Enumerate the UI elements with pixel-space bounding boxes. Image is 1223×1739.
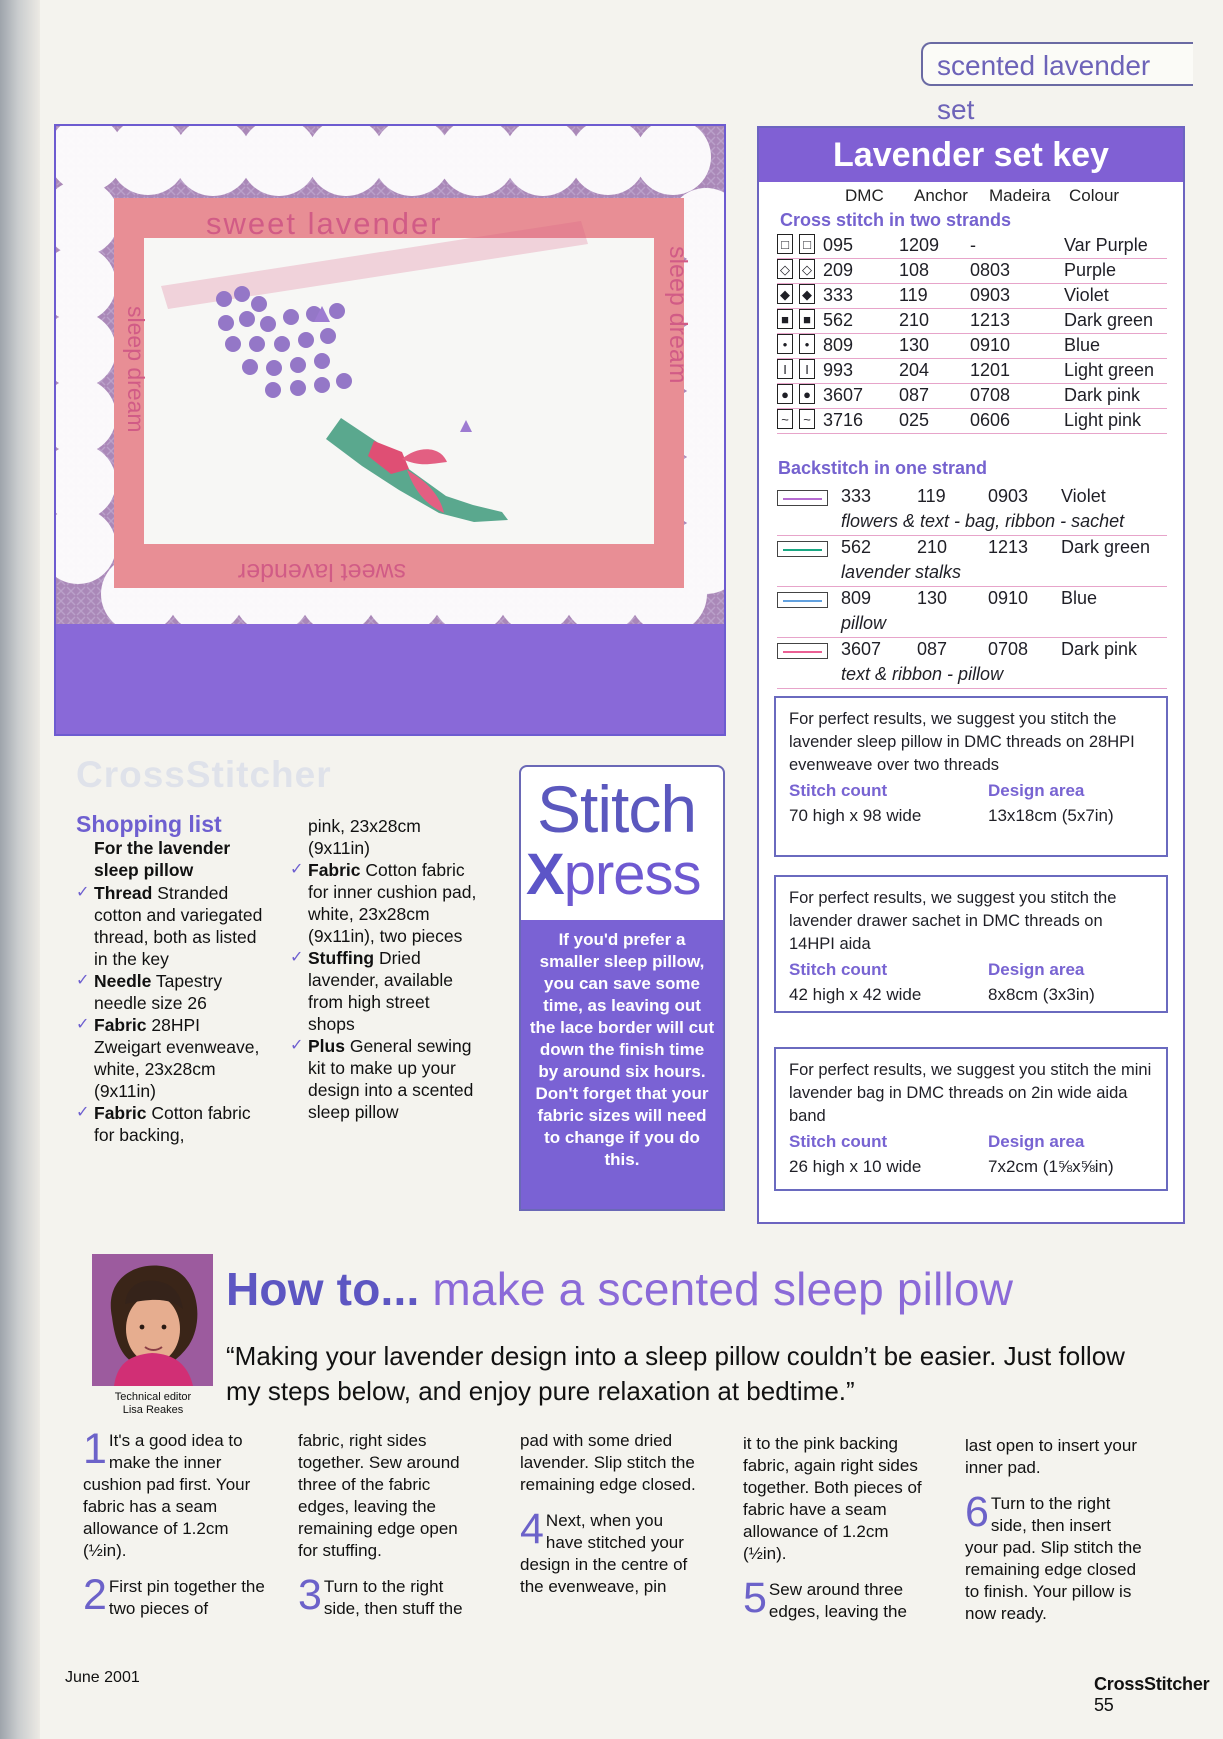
technical-editor-photo xyxy=(92,1254,213,1386)
dmc-code: 562 xyxy=(841,537,872,557)
colour-name: Violet xyxy=(1061,486,1106,506)
symbol-icon: ◇ xyxy=(777,259,793,279)
madeira-code: 0708 xyxy=(988,639,1029,659)
bag-tips-box xyxy=(774,1047,1168,1191)
backstitch-heading: Backstitch in one strand xyxy=(778,458,988,478)
pillow-tips-box xyxy=(774,696,1168,857)
step-text: fabric, right sides together. Sew around three of the fabric edges, leaving the remaining edge open for stuffing. xyxy=(298,1431,460,1560)
key-column-anchor: Anchor xyxy=(914,186,968,205)
cross-stitch-row xyxy=(777,383,1167,409)
sachet-tips-box xyxy=(774,875,1168,1013)
shopping-item-text: Tapestry needle size 26 xyxy=(94,971,223,1013)
howto-title-bold: How to... xyxy=(226,1263,420,1315)
steps-column-3 xyxy=(520,1430,703,1598)
anchor-code: 210 xyxy=(917,537,948,557)
backstitch-line-swatch xyxy=(777,541,828,557)
colour-name: Dark green xyxy=(1061,537,1151,557)
shopping-item xyxy=(76,882,264,970)
steps-column-4 xyxy=(743,1433,926,1623)
check-icon: ✓ xyxy=(290,1037,304,1054)
magazine-watermark: CrossStitcher xyxy=(76,754,332,795)
key-column-colour: Colour xyxy=(1069,186,1120,205)
instruction-step xyxy=(743,1574,926,1623)
dmc-code: 333 xyxy=(841,486,872,506)
shopping-item-bold: Stuffing xyxy=(308,948,375,968)
stitch-count-value: 42 high x 42 wide xyxy=(789,985,922,1004)
anchor-code: 119 xyxy=(899,285,928,305)
steps-column-1 xyxy=(83,1425,266,1620)
instruction-step xyxy=(83,1425,266,1562)
symbol-icon: ■ xyxy=(799,309,815,329)
stitch-xpress-title-line2 xyxy=(526,840,701,910)
instruction-step xyxy=(965,1435,1148,1479)
anchor-code: 1209 xyxy=(899,235,940,255)
dmc-code: 3716 xyxy=(823,410,864,430)
magazine-brand: CrossStitcher xyxy=(1094,1674,1210,1694)
editor-role: Technical editor xyxy=(114,1391,192,1403)
shopping-item xyxy=(76,970,264,1014)
svg-text:sleep dream: sleep dream xyxy=(123,306,149,433)
instruction-step xyxy=(743,1433,926,1565)
step-text: last open to insert your inner pad. xyxy=(965,1436,1137,1477)
dmc-code: 562 xyxy=(823,310,854,330)
madeira-code: 1201 xyxy=(970,360,1011,380)
stitch-count-value: 26 high x 10 wide xyxy=(789,1157,922,1176)
instruction-step xyxy=(520,1430,703,1496)
stitch-count-label: Stitch count xyxy=(789,781,888,800)
check-icon: ✓ xyxy=(290,861,304,878)
cross-stitch-row xyxy=(777,308,1167,334)
backstitch-values xyxy=(841,639,1161,663)
lavender-pillow-photo xyxy=(56,126,724,736)
colour-name: Light pink xyxy=(1064,410,1142,430)
tip-stats xyxy=(789,779,1153,825)
madeira-code: 0910 xyxy=(970,335,1011,355)
cross-stitch-row xyxy=(777,358,1167,384)
editor-caption xyxy=(92,1391,214,1417)
stitch-count-value: 70 high x 98 wide xyxy=(789,806,922,825)
shopping-item-bold: Fabric xyxy=(94,1103,147,1123)
anchor-code: 087 xyxy=(899,385,930,405)
stitch-xpress-x: X xyxy=(526,842,564,907)
cross-stitch-row xyxy=(777,408,1167,434)
symbol-icon: ● xyxy=(777,384,793,404)
shopping-intro: For the lavender sleep pillow xyxy=(94,838,231,880)
symbol-icon: ~ xyxy=(777,409,793,429)
dmc-code: 993 xyxy=(823,360,854,380)
colour-name: Dark green xyxy=(1064,310,1154,330)
symbol-icon: ◆ xyxy=(799,284,815,304)
check-icon: ✓ xyxy=(290,949,304,966)
symbol-icon: ◇ xyxy=(799,259,815,279)
madeira-code: 0803 xyxy=(970,260,1011,280)
backstitch-line-swatch xyxy=(777,643,828,659)
shopping-item-bold: Thread xyxy=(94,883,153,903)
issue-date: June 2001 xyxy=(65,1669,140,1686)
shopping-list-right-column xyxy=(290,815,480,1123)
madeira-code: 0903 xyxy=(988,486,1029,506)
dmc-code: 809 xyxy=(823,335,854,355)
shopping-item-text: Dried lavender, available from high street shops xyxy=(308,948,453,1034)
instruction-step xyxy=(520,1505,703,1598)
step-text: It's a good idea to make the inner cushion pad first. Your fabric has a seam allowance of 1.2cm (½in). xyxy=(83,1431,251,1560)
design-area-label: Design area xyxy=(988,781,1085,800)
anchor-code: 108 xyxy=(899,260,930,280)
shopping-item-bold: Plus xyxy=(308,1036,345,1056)
backstitch-row xyxy=(777,586,1167,638)
backstitch-note: flowers & text - bag, ribbon - sachet xyxy=(841,511,1125,531)
symbol-icon: □ xyxy=(777,234,793,254)
anchor-code: 130 xyxy=(899,335,930,355)
page-binding-shadow xyxy=(0,0,40,1739)
stitch-xpress-title-line1: Stitch xyxy=(537,772,697,846)
shopping-item xyxy=(76,1014,264,1102)
editor-name: Lisa Reakes xyxy=(122,1404,184,1416)
backstitch-values xyxy=(841,486,1161,510)
step-text: pad with some dried lavender. Slip stitch the remaining edge closed. xyxy=(520,1431,696,1494)
editor-quote: “Making your lavender design into a sleep pillow couldn’t be easier. Just follow my steps below, and enjoy pure relaxation at bedtime.” xyxy=(226,1341,1125,1406)
svg-text:sleep dream: sleep dream xyxy=(664,246,692,384)
backstitch-row xyxy=(777,484,1167,536)
backstitch-row xyxy=(777,637,1167,689)
instruction-step xyxy=(298,1430,481,1562)
backstitch-values xyxy=(841,537,1161,561)
tip-text: For perfect results, we suggest you stitch the lavender drawer sachet in DMC threads on 14HPI aida xyxy=(789,889,1117,953)
cross-stitch-row xyxy=(777,283,1167,309)
dmc-code: 333 xyxy=(823,285,854,305)
shopping-item xyxy=(290,1035,480,1123)
anchor-code: 210 xyxy=(899,310,930,330)
shopping-list-title: Shopping list xyxy=(76,811,222,837)
symbol-icon: □ xyxy=(799,234,815,254)
madeira-code: 1213 xyxy=(988,537,1029,557)
tip-text: For perfect results, we suggest you stitch the lavender sleep pillow in DMC threads on 28HPI evenweave over two threads xyxy=(789,710,1135,774)
colour-name: Dark pink xyxy=(1064,385,1141,405)
step-text: Turn to the right side, then stuff the xyxy=(323,1577,463,1618)
dmc-code: 095 xyxy=(823,235,854,255)
symbol-icon: ◆ xyxy=(777,284,793,304)
cross-stitch-row xyxy=(777,333,1167,359)
key-column-madeira: Madeira xyxy=(989,186,1051,205)
anchor-code: 204 xyxy=(899,360,930,380)
howto-title-light: make a scented sleep pillow xyxy=(419,1263,1014,1315)
symbol-icon: ● xyxy=(799,384,815,404)
symbol-icon: ~ xyxy=(799,409,815,429)
dmc-code: 3607 xyxy=(823,385,864,405)
backstitch-values xyxy=(841,588,1161,612)
design-area-label: Design area xyxy=(988,1132,1085,1151)
tip-text: For perfect results, we suggest you stitch the mini lavender bag in DMC threads on 2in wide aida band xyxy=(789,1061,1152,1125)
check-icon: ✓ xyxy=(76,1016,90,1033)
anchor-code: 025 xyxy=(899,410,930,430)
colour-name: Purple xyxy=(1064,260,1117,280)
cross-stitch-heading: Cross stitch in two strands xyxy=(780,210,1012,230)
symbol-icon: • xyxy=(777,334,793,354)
backstitch-row xyxy=(777,535,1167,587)
steps-column-2 xyxy=(298,1430,481,1620)
shopping-item xyxy=(290,859,480,947)
key-column-dmc: DMC xyxy=(845,186,884,205)
magazine-footer xyxy=(1094,1674,1223,1716)
step-text: Next, when you have stitched your design in the centre of the evenweave, pin xyxy=(520,1511,688,1596)
shopping-item-bold: Fabric xyxy=(94,1015,147,1035)
shopping-item-bold: Fabric xyxy=(308,860,361,880)
symbol-icon: I xyxy=(799,359,815,379)
symbol-icon: ■ xyxy=(777,309,793,329)
stitch-xpress-text: If you'd prefer a smaller sleep pillow, you can save some time, as leaving out the lace border will cut down the finish time by around six hours. Don't forget that your fabric sizes will need to change if you do this. xyxy=(521,920,723,1209)
madeira-code: 1213 xyxy=(970,310,1011,330)
backstitch-line-swatch xyxy=(777,490,828,506)
stitch-xpress-header xyxy=(521,767,723,920)
madeira-code: - xyxy=(970,235,976,255)
shopping-item-bold: Needle xyxy=(94,971,152,991)
howto-title xyxy=(226,1262,1013,1316)
shopping-item-text: Cotton fabric for inner cushion pad, white, 23x28cm (9x11in), two pieces xyxy=(308,860,477,946)
dmc-code: 209 xyxy=(823,260,854,280)
instruction-step xyxy=(298,1571,481,1620)
design-area-label: Design area xyxy=(988,960,1085,979)
dmc-code: 3607 xyxy=(841,639,882,659)
cross-stitch-row xyxy=(777,233,1167,259)
step-number: 4 xyxy=(520,1505,544,1553)
backstitch-note: pillow xyxy=(841,613,887,633)
colour-name: Blue xyxy=(1061,588,1098,608)
stitch-count-label: Stitch count xyxy=(789,960,888,979)
colour-name: Violet xyxy=(1064,285,1109,305)
stitch-xpress-press: press xyxy=(563,842,701,907)
step-number: 3 xyxy=(298,1571,322,1619)
cross-stitch-row xyxy=(777,258,1167,284)
check-icon: ✓ xyxy=(76,972,90,989)
check-icon: ✓ xyxy=(76,1104,90,1121)
step-number: 2 xyxy=(83,1571,107,1619)
shopping-continuation: pink, 23x28cm (9x11in) xyxy=(308,816,421,858)
shopping-item-text: General sewing kit to make up your design into a scented sleep pillow xyxy=(308,1036,474,1122)
colour-name: Light green xyxy=(1064,360,1155,380)
anchor-code: 119 xyxy=(917,486,946,506)
page-number: 55 xyxy=(1094,1695,1114,1715)
pillow-photo-panel xyxy=(54,124,726,736)
tip-stats xyxy=(789,1130,1153,1176)
step-number: 6 xyxy=(965,1488,989,1536)
madeira-code: 0606 xyxy=(970,410,1011,430)
dmc-code: 809 xyxy=(841,588,872,608)
svg-text:sweet lavender: sweet lavender xyxy=(206,206,443,241)
madeira-code: 0903 xyxy=(970,285,1011,305)
design-area-value: 7x2cm (1⅝x⅝in) xyxy=(988,1157,1114,1176)
instruction-step xyxy=(83,1571,266,1620)
svg-text:sweet lavender: sweet lavender xyxy=(237,558,406,586)
instruction-step xyxy=(965,1488,1148,1625)
colour-name: Dark pink xyxy=(1061,639,1138,659)
symbol-icon: I xyxy=(777,359,793,379)
anchor-code: 087 xyxy=(917,639,948,659)
step-text: it to the pink backing fabric, again right sides together. Both pieces of fabric have a seam allowance of 1.2cm (½in). xyxy=(743,1434,922,1563)
madeira-code: 0708 xyxy=(970,385,1011,405)
step-number: 5 xyxy=(743,1574,767,1622)
colour-name: Blue xyxy=(1064,335,1101,355)
design-area-value: 13x18cm (5x7in) xyxy=(988,806,1114,825)
stitch-xpress-box xyxy=(519,765,725,1211)
shopping-item-text: Cotton fabric for backing, xyxy=(94,1103,251,1145)
symbol-icon: • xyxy=(799,334,815,354)
shopping-item-text: 28HPI Zweigart evenweave, white, 23x28cm (9x11in) xyxy=(94,1015,260,1101)
shopping-item xyxy=(290,947,480,1035)
colour-name: Var Purple xyxy=(1064,235,1148,255)
key-title: Lavender set key xyxy=(759,128,1183,182)
backstitch-note: lavender stalks xyxy=(841,562,962,582)
step-number: 1 xyxy=(83,1425,107,1473)
backstitch-line-swatch xyxy=(777,592,828,608)
check-icon: ✓ xyxy=(76,884,90,901)
stitch-count-label: Stitch count xyxy=(789,1132,888,1151)
anchor-code: 130 xyxy=(917,588,948,608)
step-text: First pin together the two pieces of xyxy=(108,1577,265,1618)
step-text: Turn to the right side, then insert your pad. Slip stitch the remaining edge closed to finish. Your pillow is now ready. xyxy=(965,1494,1142,1623)
shopping-item-text: Stranded cotton and variegated thread, both as listed in the key xyxy=(94,883,263,969)
shopping-list-left-column xyxy=(76,837,264,1146)
tip-stats xyxy=(789,958,1153,1004)
steps-column-5 xyxy=(965,1435,1148,1625)
shopping-item xyxy=(76,1102,264,1146)
lavender-set-key-panel xyxy=(757,126,1185,1224)
design-area-value: 8x8cm (3x3in) xyxy=(988,985,1095,1004)
step-text: Sew around three edges, leaving the xyxy=(768,1580,907,1621)
section-tag: scented lavender set xyxy=(921,42,1193,86)
backstitch-note: text & ribbon - pillow xyxy=(841,664,1004,684)
madeira-code: 0910 xyxy=(988,588,1029,608)
